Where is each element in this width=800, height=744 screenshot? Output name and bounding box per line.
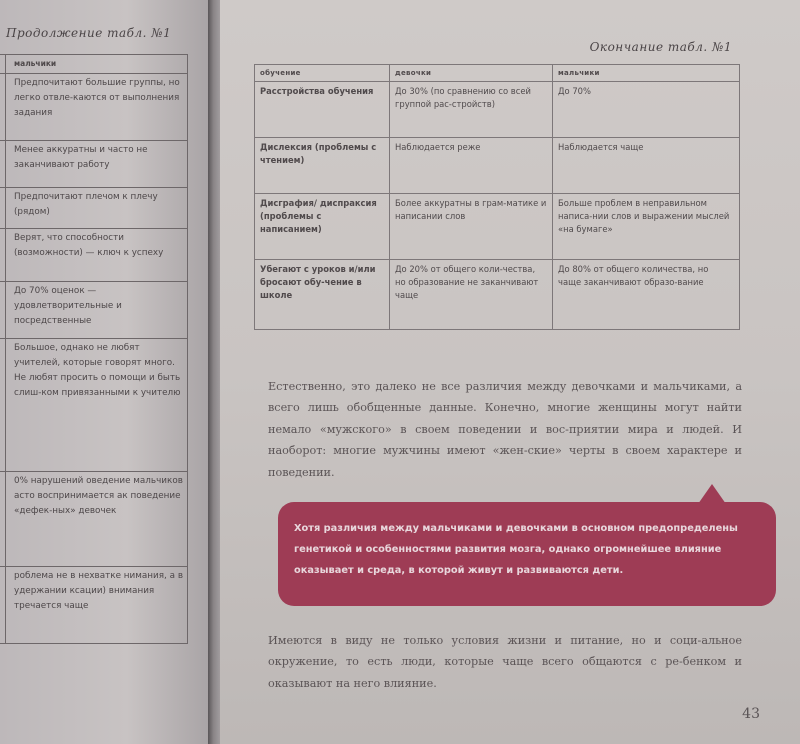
- table-cell: Наблюдается реже: [390, 138, 553, 194]
- column-header: обучение: [255, 65, 390, 82]
- left-table-header: мальчики: [6, 55, 188, 74]
- comparison-table: [254, 64, 740, 330]
- left-table-cell: Верят, что способности (возможности) — ключ к успеху: [6, 229, 188, 282]
- table-cell: До 80% от общего количества, но чаще заканчивают образо-вание: [553, 260, 740, 330]
- table-row: [255, 138, 740, 194]
- callout-box: [278, 502, 776, 606]
- body-paragraph: Имеются в виду не только условия жизни и питание, но и соци-альное окружение, то есть люди, которые чаще всего общаются с ре-бенком и оказывают на него влияние.: [268, 634, 742, 690]
- table-row: [255, 82, 740, 138]
- column-header: мальчики: [553, 65, 740, 82]
- left-page: [0, 0, 212, 744]
- table-header-row: [255, 65, 740, 82]
- table-cell: Наблюдается чаще: [553, 138, 740, 194]
- right-running-head: Окончание табл. №1: [589, 40, 732, 54]
- left-table-cell: 0% нарушений оведение мальчиков асто воспринимается ак поведение «дефек-ных» девочек: [6, 472, 188, 567]
- table-row: [0, 339, 188, 472]
- left-table-header-row: [0, 55, 188, 74]
- row-header: Дисграфия/ диспраксия (проблемы с написанием): [255, 194, 390, 260]
- row-header: Расстройства обучения: [255, 82, 390, 138]
- left-table-cell: До 70% оценок — удовлетворительные и посредственные: [6, 282, 188, 339]
- right-page: [220, 0, 800, 744]
- left-table: [0, 54, 188, 644]
- left-table-cell: роблема не в нехватке нимания, а в удержании ксации) внимания тречается чаще: [6, 567, 188, 644]
- row-header: Убегают с уроков и/или бросают обу-чение в школе: [255, 260, 390, 330]
- table-cell: До 30% (по сравнению со всей группой рас-стройств): [390, 82, 553, 138]
- row-header: Дислексия (проблемы с чтением): [255, 138, 390, 194]
- left-table-cell: Менее аккуратны и часто не заканчивают работу: [6, 141, 188, 188]
- table-cell: До 20% от общего коли-чества, но образование не заканчивают чаще: [390, 260, 553, 330]
- table-row: [0, 472, 188, 567]
- table-row: [0, 229, 188, 282]
- table-cell: До 70%: [553, 82, 740, 138]
- column-header: девочки: [390, 65, 553, 82]
- table-row: [255, 260, 740, 330]
- left-running-head: Продолжение табл. №1: [6, 26, 172, 40]
- callout-text: Хотя различия между мальчиками и девочками в основном предопределены генетикой и особенностями развития мозга, однако огромнейшее влияние оказывает и среда, в которой живут и развиваются дети.: [294, 523, 738, 576]
- table-row: [0, 567, 188, 644]
- table-cell: Больше проблем в неправильном написа-нии слов и выражении мыслей «на бумаге»: [553, 194, 740, 260]
- callout-tail: [698, 484, 726, 504]
- table-cell: Более аккуратны в грам-матике и написании слов: [390, 194, 553, 260]
- table-row: [255, 194, 740, 260]
- left-table-cell: Большое, однако не любят учителей, которые говорят много. Не любят просить о помощи и быть слиш-ком привязанными к учителю: [6, 339, 188, 472]
- left-table-cell: Предпочитают большие группы, но легко отвле-каются от выполнения задания: [6, 74, 188, 141]
- table-row: [0, 141, 188, 188]
- table-row: [0, 282, 188, 339]
- table-row: [0, 188, 188, 229]
- table-row: [0, 74, 188, 141]
- page-number: 43: [742, 706, 760, 722]
- left-table-cell: Предпочитают плечом к плечу (рядом): [6, 188, 188, 229]
- body-paragraph: Естественно, это далеко не все различия между девочками и мальчиками, а всего лишь обобщенные данные. Конечно, многие женщины могут найти немало «мужского» в своем поведении и вос-приятии мира и людей. И наоборот: многие мужчины имеют «жен-ские» черты в своем характере и поведении.: [268, 380, 742, 479]
